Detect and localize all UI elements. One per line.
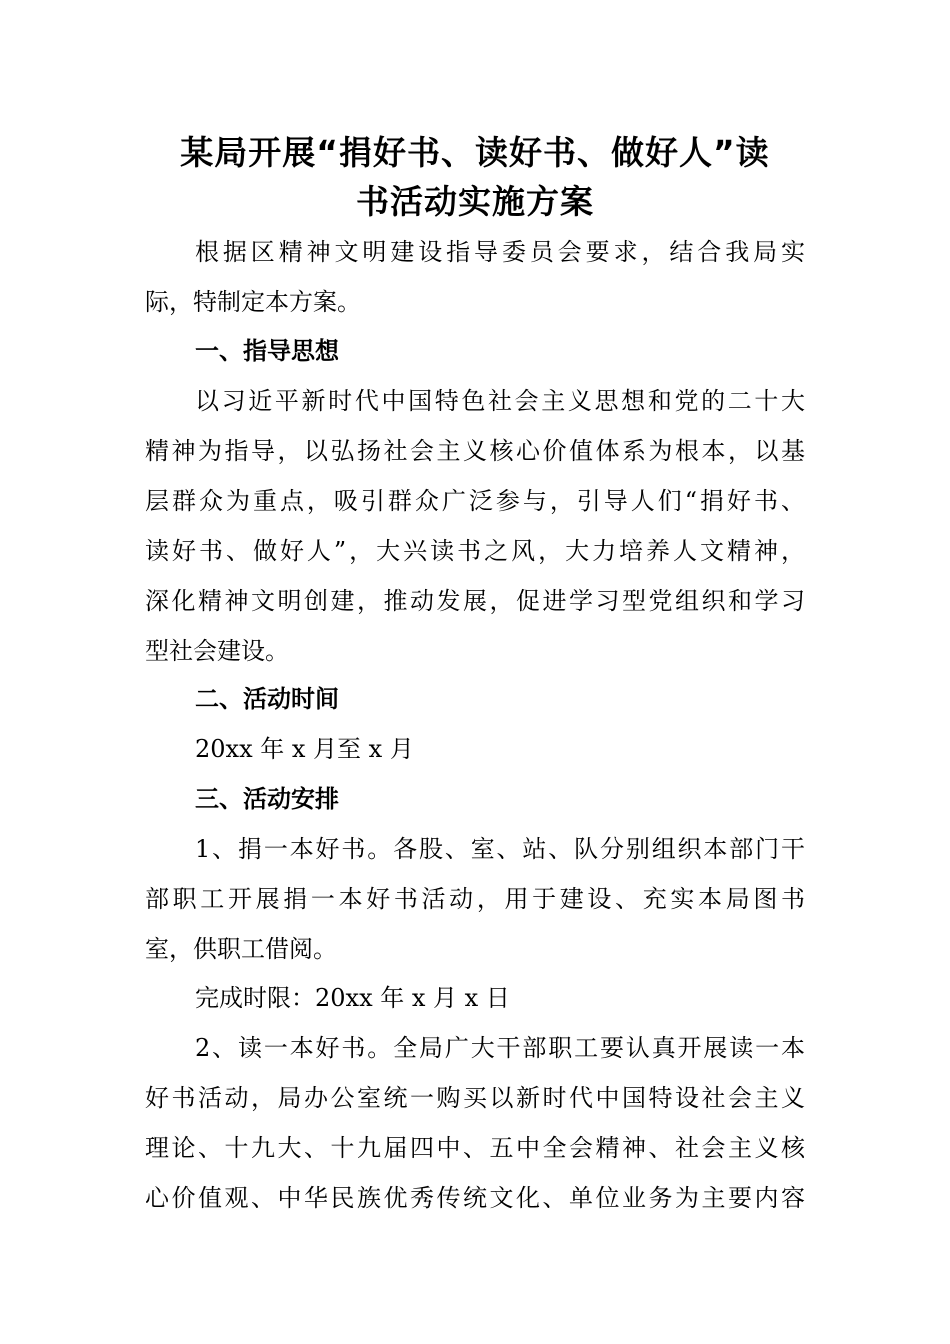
section1-line-6: 型社会建设。 [145, 637, 289, 665]
section-heading-activity-arrangement: 三、活动安排 [195, 785, 339, 813]
section1-line-4: 读好书、做好人”，大兴读书之风，大力培养人文精神， [145, 537, 805, 565]
intro-line-2: 际，特制定本方案。 [145, 288, 361, 316]
section1-line-2: 精神为指导，以弘扬社会主义核心价值体系为根本，以基 [145, 437, 805, 465]
item1-line-3: 室，供职工借阅。 [145, 935, 337, 963]
item2-line-1: 2、读一本好书。全局广大干部职工要认真开展读一本 [195, 1034, 805, 1062]
deadline-line: 完成时限：20xx 年 x 月 x 日 [195, 984, 510, 1012]
document-title-line-2: 书活动实施方案 [356, 182, 594, 221]
section1-line-1: 以习近平新时代中国特色社会主义思想和党的二十大 [195, 387, 805, 415]
item2-line-4: 心价值观、中华民族优秀传统文化、单位业务为主要内容 [145, 1184, 805, 1212]
section1-line-3: 层群众为重点，吸引群众广泛参与，引导人们“捐好书、 [145, 487, 805, 515]
section1-line-5: 深化精神文明创建，推动发展，促进学习型党组织和学习 [145, 587, 805, 615]
document-title-line-1: 某局开展“捐好书、读好书、做好人”读 [180, 133, 770, 172]
intro-line-1: 根据区精神文明建设指导委员会要求，结合我局实 [195, 238, 805, 266]
section-heading-guiding-ideology: 一、指导思想 [195, 337, 339, 365]
item1-line-2: 部职工开展捐一本好书活动，用于建设、充实本局图书 [145, 885, 805, 913]
activity-time-line: 20xx 年 x 月至 x 月 [195, 735, 414, 763]
item2-line-3: 理论、十九大、十九届四中、五中全会精神、社会主义核 [145, 1134, 805, 1162]
item1-line-1: 1、捐一本好书。各股、室、站、队分别组织本部门干 [195, 835, 805, 863]
item2-line-2: 好书活动，局办公室统一购买以新时代中国特设社会主义 [145, 1084, 805, 1112]
section-heading-activity-time: 二、活动时间 [195, 685, 339, 713]
